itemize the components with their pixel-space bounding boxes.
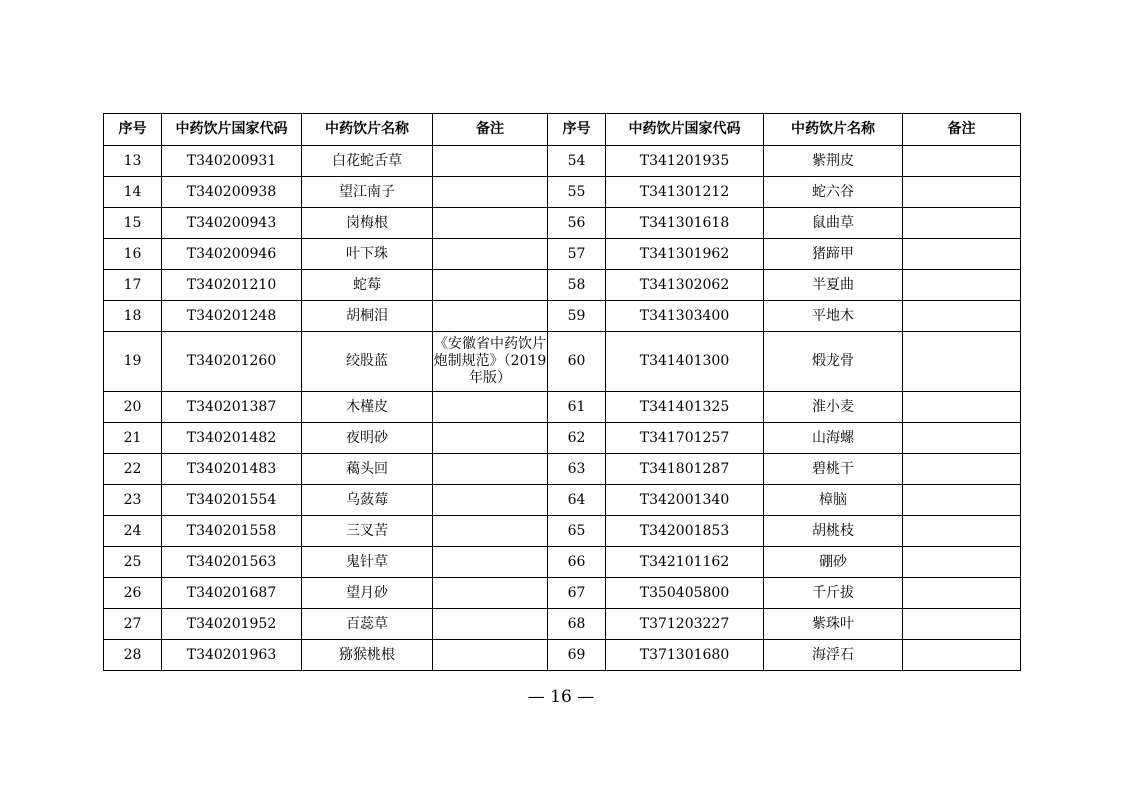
cell-name: 碧桃干	[764, 454, 903, 485]
cell-note	[903, 239, 1021, 270]
header-seq: 序号	[548, 114, 606, 146]
cell-name: 半夏曲	[764, 270, 903, 301]
cell-note	[903, 332, 1021, 392]
cell-name: 猕猴桃根	[302, 640, 433, 671]
table-body	[104, 146, 1021, 671]
header-note: 备注	[903, 114, 1021, 146]
cell-seq: 56	[548, 208, 606, 239]
cell-code: T340200946	[162, 239, 302, 270]
cell-code: T340201210	[162, 270, 302, 301]
cell-seq: 14	[104, 177, 162, 208]
cell-code: T340201482	[162, 423, 302, 454]
table-header-row	[104, 114, 1021, 146]
cell-seq: 28	[104, 640, 162, 671]
cell-note	[903, 640, 1021, 671]
cell-note	[433, 239, 548, 270]
table-row	[104, 208, 1021, 239]
cell-code: T340200931	[162, 146, 302, 177]
cell-code: T340201963	[162, 640, 302, 671]
cell-code: T341301618	[606, 208, 764, 239]
cell-name: 叶下珠	[302, 239, 433, 270]
header-name: 中药饮片名称	[764, 114, 903, 146]
cell-seq: 63	[548, 454, 606, 485]
cell-note	[433, 578, 548, 609]
cell-code: T340201260	[162, 332, 302, 392]
table-row	[104, 423, 1021, 454]
cell-name: 煅龙骨	[764, 332, 903, 392]
header-name: 中药饮片名称	[302, 114, 433, 146]
header-seq: 序号	[104, 114, 162, 146]
cell-name: 紫荆皮	[764, 146, 903, 177]
cell-code: T340200943	[162, 208, 302, 239]
cell-note	[433, 146, 548, 177]
cell-seq: 61	[548, 392, 606, 423]
cell-code: T341201935	[606, 146, 764, 177]
cell-code: T341301212	[606, 177, 764, 208]
table-row	[104, 454, 1021, 485]
cell-seq: 22	[104, 454, 162, 485]
cell-code: T341701257	[606, 423, 764, 454]
cell-code: T340201248	[162, 301, 302, 332]
cell-note	[433, 516, 548, 547]
cell-name: 千斤拔	[764, 578, 903, 609]
cell-name: 白花蛇舌草	[302, 146, 433, 177]
cell-note	[903, 454, 1021, 485]
cell-seq: 19	[104, 332, 162, 392]
cell-note	[433, 177, 548, 208]
cell-seq: 60	[548, 332, 606, 392]
cell-code: T350405800	[606, 578, 764, 609]
cell-name: 胡桐泪	[302, 301, 433, 332]
cell-seq: 17	[104, 270, 162, 301]
cell-note	[903, 485, 1021, 516]
cell-seq: 54	[548, 146, 606, 177]
cell-name: 樟脑	[764, 485, 903, 516]
cell-code: T340201563	[162, 547, 302, 578]
cell-code: T341301962	[606, 239, 764, 270]
cell-name: 岗梅根	[302, 208, 433, 239]
cell-name: 紫珠叶	[764, 609, 903, 640]
cell-note	[903, 301, 1021, 332]
table-row	[104, 485, 1021, 516]
cell-note	[433, 640, 548, 671]
cell-seq: 64	[548, 485, 606, 516]
header-code: 中药饮片国家代码	[162, 114, 302, 146]
cell-name: 木槿皮	[302, 392, 433, 423]
cell-name: 夜明砂	[302, 423, 433, 454]
table-row	[104, 270, 1021, 301]
cell-note	[903, 392, 1021, 423]
cell-seq: 69	[548, 640, 606, 671]
cell-note	[903, 609, 1021, 640]
header-note: 备注	[433, 114, 548, 146]
cell-seq: 57	[548, 239, 606, 270]
cell-code: T342101162	[606, 547, 764, 578]
cell-seq: 26	[104, 578, 162, 609]
page-number: — 16 —	[527, 687, 595, 707]
cell-note	[903, 423, 1021, 454]
cell-name: 海浮石	[764, 640, 903, 671]
cell-note	[903, 177, 1021, 208]
herb-code-table	[103, 113, 1021, 671]
cell-note	[433, 423, 548, 454]
cell-name: 望江南子	[302, 177, 433, 208]
cell-name: 淮小麦	[764, 392, 903, 423]
cell-seq: 15	[104, 208, 162, 239]
cell-seq: 13	[104, 146, 162, 177]
cell-seq: 59	[548, 301, 606, 332]
cell-seq: 67	[548, 578, 606, 609]
cell-name: 硼砂	[764, 547, 903, 578]
table-row	[104, 146, 1021, 177]
cell-code: T342001340	[606, 485, 764, 516]
cell-code: T340201558	[162, 516, 302, 547]
table-row	[104, 332, 1021, 392]
cell-seq: 24	[104, 516, 162, 547]
cell-note	[903, 208, 1021, 239]
cell-note	[433, 208, 548, 239]
cell-code: T340201952	[162, 609, 302, 640]
cell-name: 百蕊草	[302, 609, 433, 640]
cell-name: 乌蔹莓	[302, 485, 433, 516]
cell-name: 绞股蓝	[302, 332, 433, 392]
table-row	[104, 609, 1021, 640]
table-row	[104, 392, 1021, 423]
cell-name: 平地木	[764, 301, 903, 332]
cell-code: T340201483	[162, 454, 302, 485]
table-row	[104, 640, 1021, 671]
cell-note	[433, 270, 548, 301]
cell-note	[903, 146, 1021, 177]
cell-note	[903, 270, 1021, 301]
cell-code: T340201687	[162, 578, 302, 609]
cell-code: T340201554	[162, 485, 302, 516]
cell-name: 蛇莓	[302, 270, 433, 301]
cell-seq: 18	[104, 301, 162, 332]
cell-name: 三叉苦	[302, 516, 433, 547]
cell-note: 《安徽省中药饮片炮制规范》（2019 年版）	[433, 332, 548, 392]
table-row	[104, 301, 1021, 332]
cell-seq: 25	[104, 547, 162, 578]
cell-seq: 21	[104, 423, 162, 454]
cell-name: 山海螺	[764, 423, 903, 454]
cell-seq: 62	[548, 423, 606, 454]
cell-seq: 27	[104, 609, 162, 640]
cell-seq: 58	[548, 270, 606, 301]
cell-seq: 55	[548, 177, 606, 208]
cell-code: T342001853	[606, 516, 764, 547]
cell-seq: 65	[548, 516, 606, 547]
cell-code: T341302062	[606, 270, 764, 301]
cell-name: 藒头回	[302, 454, 433, 485]
cell-note	[433, 301, 548, 332]
cell-note	[433, 392, 548, 423]
cell-seq: 66	[548, 547, 606, 578]
cell-code: T341303400	[606, 301, 764, 332]
cell-name: 胡桃枝	[764, 516, 903, 547]
cell-seq: 68	[548, 609, 606, 640]
cell-note	[903, 547, 1021, 578]
cell-note	[433, 609, 548, 640]
cell-name: 猪蹄甲	[764, 239, 903, 270]
cell-code: T371203227	[606, 609, 764, 640]
cell-code: T341401300	[606, 332, 764, 392]
cell-code: T341801287	[606, 454, 764, 485]
cell-code: T340201387	[162, 392, 302, 423]
cell-seq: 16	[104, 239, 162, 270]
cell-note	[433, 485, 548, 516]
table-row	[104, 239, 1021, 270]
cell-name: 望月砂	[302, 578, 433, 609]
cell-code: T340200938	[162, 177, 302, 208]
cell-code: T341401325	[606, 392, 764, 423]
cell-name: 蛇六谷	[764, 177, 903, 208]
cell-name: 鬼针草	[302, 547, 433, 578]
table-row	[104, 177, 1021, 208]
cell-code: T371301680	[606, 640, 764, 671]
cell-note	[903, 578, 1021, 609]
header-code: 中药饮片国家代码	[606, 114, 764, 146]
cell-note	[433, 454, 548, 485]
table-row	[104, 516, 1021, 547]
cell-seq: 23	[104, 485, 162, 516]
cell-seq: 20	[104, 392, 162, 423]
table-row	[104, 578, 1021, 609]
cell-note	[433, 547, 548, 578]
cell-note	[903, 516, 1021, 547]
cell-name: 鼠曲草	[764, 208, 903, 239]
table-row	[104, 547, 1021, 578]
